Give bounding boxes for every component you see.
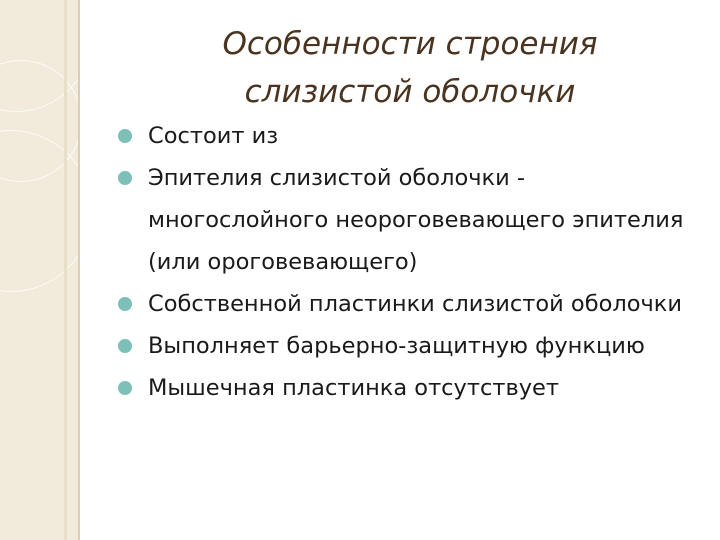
bullet-dot-icon [118,129,132,143]
bullet-item [118,157,698,283]
decorative-ring [0,130,80,292]
bullet-text: Эпителия слизистой оболочки - многослойного неороговевающего эпителия (или ороговевающего) [148,165,684,275]
bullet-item [118,115,698,157]
bullet-list [118,115,698,409]
bullet-dot-icon [118,381,132,395]
bullet-text: Мышечная пластинка отсутствует [148,375,559,401]
bullet-item [118,325,698,367]
bullet-dot-icon [118,171,132,185]
slide-title [150,20,670,116]
bullet-item [118,283,698,325]
bullet-item [118,367,698,409]
slide-title-line-2: слизистой оболочки [244,74,576,110]
band-outer-edge [78,0,80,540]
bullet-dot-icon [118,339,132,353]
bullet-text: Собственной пластинки слизистой оболочки [148,291,682,317]
bullet-text: Состоит из [148,123,279,149]
bullet-dot-icon [118,297,132,311]
bullet-text: Выполняет барьерно-защитную функцию [148,333,645,359]
slide-title-line-1: Особенности строения [222,26,598,62]
decorative-side-band [0,0,80,540]
band-inner-edge [64,0,67,540]
